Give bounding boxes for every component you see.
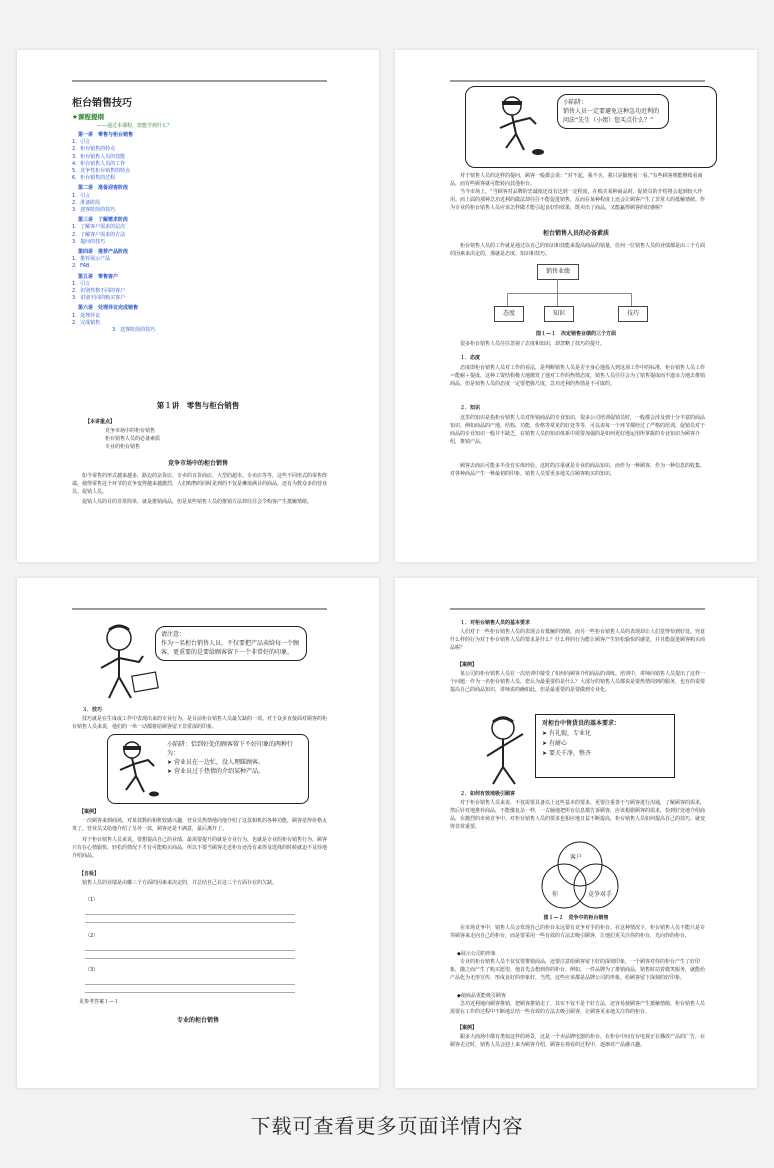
venn-label-you: 你 (552, 891, 559, 898)
case-label: 【案例】 (457, 662, 478, 668)
toc-item[interactable]: 2．识别性格不同的客户 (72, 288, 126, 294)
section-title: 专业的柜台销售 (176, 1017, 219, 1024)
toc-item[interactable]: 3．柜台销售人员的技能 (72, 153, 126, 160)
notice-speech-bubble (155, 626, 307, 661)
toc-item[interactable]: 2．准备阶段 (72, 199, 101, 206)
self-check-question: 销售人员的业绩是由哪三个方面的因素来决定的，并总结自己在这三个方面存在的欠缺。 (82, 880, 278, 886)
download-more-footer[interactable]: 下载可查看更多页面详情内容 (250, 1114, 524, 1138)
answer-line (85, 922, 295, 923)
answer-line (85, 992, 295, 993)
toc-item[interactable]: 2．柜台销售的特点 (72, 146, 116, 153)
answer-number: （3） (85, 967, 99, 973)
trap-text (167, 740, 302, 776)
paragraph: 很多柜台销售人员往往忽视了态度和知识，却忽略了技巧的提升。 (460, 341, 606, 347)
toc-item[interactable]: 3．识别不同的购买客户 (72, 295, 126, 302)
section-title: 柜台销售人员的必备素质 (542, 230, 609, 237)
case-label: 【案例】 (79, 809, 100, 815)
venn-diagram (530, 840, 630, 912)
bubble-text: 作为一名柜台销售人员，不仅要把产品卖给每一个顾客，更重要的是要给顾客留下一个非常好的印象。 (161, 640, 300, 656)
toc-item[interactable]: 3．送客阶段的技巧 (112, 327, 156, 333)
toc-item[interactable]: 1．处理异议 (72, 312, 101, 319)
trap-item: ➤ 营业员过于热情的介绍某种产品。 (167, 768, 264, 775)
toc-lecture-heading[interactable]: 第三讲 了解需求阶段 (78, 217, 129, 224)
bubble-text: 销售人员一定要避免这种急功近利的问法“先生（小姐）您买点什么？” (563, 108, 660, 124)
toc-item[interactable]: 2．了解客户需求的方法 (72, 231, 126, 238)
case-text: 一次顾客来到商场，对某款数码相机较感兴趣，营业员热情地向他介绍了这款相机的各种功能，顾客觉得价格太贵了，营业员又给他介绍了另外一款，顾客还是不满意，最后离开了。 (72, 818, 328, 832)
requirement-item: ➤ 有耐心 (542, 740, 567, 747)
paragraph: 在市场竞争中，销售人员会发现自己的柜台永远要有竞争对手的柜台。在这种情况下，柜台销售人员不能只是专等顾客来走向自己的柜台，而是要采用一些有效的方法去吸引顾客，让他们更关注你的柜台，光向你的柜台。 (450, 925, 706, 939)
toc-lecture-heading[interactable]: 第四讲 推荐产品阶段 (78, 249, 129, 255)
document-title: 柜台销售技巧 (72, 98, 132, 109)
header-rule (450, 80, 705, 82)
paragraph: 如今零售的形式越来越多，路边的杂货店、专卖的百货商店、大型的超市、专卖店等等，这些不同形式的零售终端，使得零售这个环节的竞争变得越来越激烈，人们购物的同时见到的不仅是琳琅满目的商品，还有为数众多的营业员、促销人员。 (72, 473, 328, 495)
requirement-item: ➤ 有礼貌，专业化 (542, 730, 591, 737)
section-title: 竞争市场中的柜台销售 (167, 460, 228, 467)
paragraph: 人们对于一些柜台销售人员的表现会有抵触的情绪，而另一些柜台销售人员的表现却让人们觉得恰到好处。究竟什么样的行为对于柜台销售人员的要求是什么？什么样的行为能让顾客产生轻松愉快的感觉，并且能促进顾客购买商品呢？ (450, 629, 706, 651)
answer-line (85, 984, 295, 985)
bubble-label: 请注意： (161, 631, 186, 638)
key-point: 竞争市场中的柜台销售 (105, 428, 156, 434)
diagram-connector (507, 293, 508, 306)
bullet-heading: ◆展示公司的形象 (457, 951, 496, 957)
venn-label-customer: 客户 (570, 854, 583, 861)
diagram-connector (507, 293, 632, 294)
diagram-node-attitude: 态度 (494, 306, 524, 322)
document-page-2 (395, 50, 757, 562)
lecture-title: 第１讲 零售与柜台销售 (156, 401, 240, 410)
document-page-3 (17, 578, 379, 1088)
salesperson-cartoon-icon (112, 738, 162, 798)
header-rule (72, 608, 327, 610)
requirement-item: ➤ 要关千净，整齐 (542, 750, 591, 757)
trap-description: 恰到好处的顾客留下不好印象的两种行为： (167, 741, 294, 757)
case-text: 某公司的柜台销售人员在一次培训中接受了如何向顾客介绍商品的训练。培训中，讲师向销售人员提出了这样一个问题：作为一名柜台销售人员，您认为最重要的是什么？大部分的销售人员都说是要热情周到的服务，也有的说要提高自己的商品知识，讲师说的确如此，但是最重要的是要做到专业化。 (450, 671, 706, 693)
toc-item[interactable]: 1．引言 (72, 280, 91, 287)
answer-line (85, 950, 295, 951)
toc-item[interactable]: 5．竞争性柜台销售的特点 (72, 168, 131, 174)
paragraph: 急功近利地向顾客推销，把顾客推销走了，其实不仅不是个好方法，还容易使顾客产生抵触情绪，柜台销售人员需要在工作的过程中不断地总结一些有效的方法去吸引顾客，让顾客更多地关注你的柜台。 (450, 1001, 706, 1015)
requirements-board (535, 714, 675, 778)
toc-lecture-heading[interactable]: 第二讲 准备迎客阶段 (78, 185, 129, 192)
self-check-label: 【自检】 (79, 871, 100, 877)
answer-line (85, 914, 295, 915)
figure-caption: 图１—２ 竞争中的柜台销售 (543, 915, 609, 921)
toc-item[interactable]: 3．迎客阶段的技巧 (72, 207, 116, 213)
bubble-label: 小陷阱： (563, 99, 588, 106)
venn-label-competitor: 竞争对手 (588, 891, 613, 898)
diagram-node-sales-performance: 销售业绩 (537, 264, 579, 280)
paragraph: 技巧就是在生成或工作中表现出来的专业行为，是目前柜台销售人员最欠缺的一项。对于众多直接面对顾客的柜台销售人员来说，他们的一举一动都将给顾客留下非常深的印象。 (72, 716, 328, 730)
paragraph: 态度即柜台销售人员对工作的看法，是判断销售人员是否全身心地投入到这项工作中的标准，柜台销售人员工作＝能耐＋提成，这种工资结构极大地激发了他对工作的热情态度，销售人员往往会为了销售提成而不遗余力地去推销商品，但是销售人员的态度一定要把握尺度，急功近利的热情是不可取的。 (450, 365, 706, 387)
paragraph: 顾客去商店可能多半没有实体经验。这时的注重就是专业的商品知识，而作为一种顾客，作为一种信息的收集，对各种商品产生一种最初的印象。销售人员要更多地关注顾客购买的知识。 (450, 463, 706, 477)
toc-item[interactable]: 6．柜台销售的过程 (72, 175, 116, 182)
paragraph: 对于销售人员的这样的提问，顾客一般都会说：“对不起，我不买，我只是随便看一看。”有些顾客则能继续看商品，而有些顾客就可能转向其他柜台。 (450, 173, 703, 187)
toc-item[interactable]: 1．引言 (72, 139, 91, 146)
paragraph: 当今市场上，“当顾客对品牌的忠诚度还没有达到一定程度，在购买某种商品时，促销员的介绍将会起到较大作用。而上面的那种急功近利的做法却往往不能促进销售，反而在某种程度上还会让顾客产生了非常大的抵触情绪。作为专业的柜台销售人员应该怎样做才能引起良好的效果，既卖出了商品，又能赢得顾客的好感呢？ (450, 189, 706, 211)
toc-item[interactable]: 2．完成销售 (72, 319, 101, 326)
paragraph: 对于柜台销售人员来说，不仅需要具备以上这些基本的要求，更要注重善于与顾客进行沟通，了解顾客的需求，然后针对地推荐商品，不能像复杂一样，一古脑地把所有信息都告诉顾客，应该根据顾客的需求，恰到好处地介绍商品，在激烈的市场竞争中，对柜台销售人员的要求也相应地日益不断提高，柜台销售人员如何提高自己的技巧，就变得非常重要。 (450, 800, 706, 830)
paragraph: 促销人员的目的非常简单，就是推销商品，但是某些销售人员的推销方法却往往会令购客产生抵触情绪。 (82, 499, 313, 505)
document-page-1 (17, 50, 379, 562)
subheading: １．态度 (460, 355, 481, 361)
presenter-cartoon-icon (475, 712, 535, 787)
toc-lecture-heading[interactable]: 第一讲 零售与柜台销售 (78, 132, 134, 138)
subheading: １．对柜台销售人员的基本要求 (460, 620, 531, 626)
cartoon-speech-bubble (557, 94, 669, 129)
diagram-node-skill: 技巧 (618, 306, 648, 322)
requirements-title: 对柜台中售货员的基本要求： (542, 720, 621, 727)
toc-item[interactable]: 1．推荐展示产品 (72, 256, 111, 263)
answer-number: （1） (85, 897, 99, 903)
thinking-man-cartoon-icon (89, 622, 159, 702)
diagram-connector (557, 293, 558, 306)
answer-reference: 见参考答案１—１ (79, 999, 120, 1005)
toc-item[interactable]: 1．引言 (72, 192, 91, 199)
toc-item[interactable]: 2．FAB (72, 263, 90, 270)
trap-title: 小陷阱： (167, 741, 192, 748)
bullet-heading: ◆使商品更能吸引顾客 (457, 993, 506, 999)
key-point: 柜台销售人员的必备素质 (105, 436, 161, 442)
paragraph: 专业的柜台销售人员不仅仅要推销商品，还要注意给顾客留下好的深刻印象，一个顾客对你的柜台产生了好印象，随之而产生了购买愿望，他首先会想到你的柜台，例如，一件品牌为了推销商品，销售时站着微笑服务，就能给产品化为无形宣传，形成良好的形象好，当然，这些应该都是品牌公司的形象，给顾客留下深刻的好印象。 (450, 959, 706, 981)
toc-item[interactable]: 4．柜台销售人员的工作 (72, 160, 126, 167)
toc-lecture-heading[interactable]: 第五讲 零售客户 (78, 273, 119, 280)
paragraph: 这里的知识是指柜台销售人员对所销商品的专业知识，很多公司培训促销员时，一般都会涉及到十分丰富的商品知识，例如商品的产地、结构、功能、价格等常见的好处等等，可以说每一个环节都经过了严格的培训，促销员对于商品的专业知识一般并不缺乏，在销售人员的知识体系中需要加强的是如何更好地运用所掌握的专业知识为顾客介绍，推销产品。 (450, 415, 706, 445)
diagram-connector (557, 279, 558, 293)
key-point: 专业的柜台销售 (105, 444, 141, 450)
case-text: 跟多大商场中都有类似这样的场景，这是一个卖品牌电器的柜台，在柜台中间有台电视正在播放产品的广告，在顾客走过时，销售人员会迎上来为顾客介绍，顾客在观看的过程中，逐渐对产品感兴趣。 (450, 1034, 706, 1048)
key-points-label: 【本讲重点】 (85, 419, 116, 425)
case-label: 【案例】 (457, 1025, 478, 1031)
toc-item[interactable]: 1．了解客户需求的层次 (72, 224, 126, 231)
paragraph: 对于柜台销售人员来说，要想提高自己的业绩，最需要提升的就是专业行为，也就是专业的柜台销售行为。顾客只有在心情愉快、轻松的情况下才有可能购买商品，所以不要当顾客走近柜台还没有来得及选择的时候就迫不及待地介绍商品。 (72, 837, 328, 859)
diagram-node-knowledge: 知识 (544, 306, 574, 322)
header-rule (450, 608, 705, 610)
subheading: ３．技巧 (82, 707, 103, 713)
figure-caption: 图１—１ 决定销售业绩的三个方面 (535, 331, 616, 337)
outline-heading: ★课程提纲 (72, 113, 104, 121)
trap-item: ➤ 营业员在一边忙，没人理睬顾客。 (167, 759, 264, 766)
salesperson-cartoon-icon (490, 92, 550, 162)
subheading: ２．知识 (460, 405, 481, 411)
document-page-4 (395, 578, 757, 1088)
diagram-connector (631, 293, 632, 306)
header-rule (72, 80, 327, 82)
subheading: ２．如何有效地吸引顾客 (460, 791, 516, 797)
toc-item[interactable]: 3．提问的技巧 (72, 238, 106, 245)
answer-line (85, 958, 295, 959)
toc-lecture-heading[interactable]: 第六讲 处理异议完成销售 (78, 305, 139, 312)
outline-subtitle: ——通过本课程，您能学到什么？ (97, 123, 173, 129)
answer-number: （2） (85, 933, 99, 939)
paragraph: 柜台销售人员的工作就是通过以自己的知识和技能来提高商品的销量，任何一位销售人员的业绩都是由三个方面的因素来决定的，那就是态度、知识和技巧。 (450, 243, 706, 257)
